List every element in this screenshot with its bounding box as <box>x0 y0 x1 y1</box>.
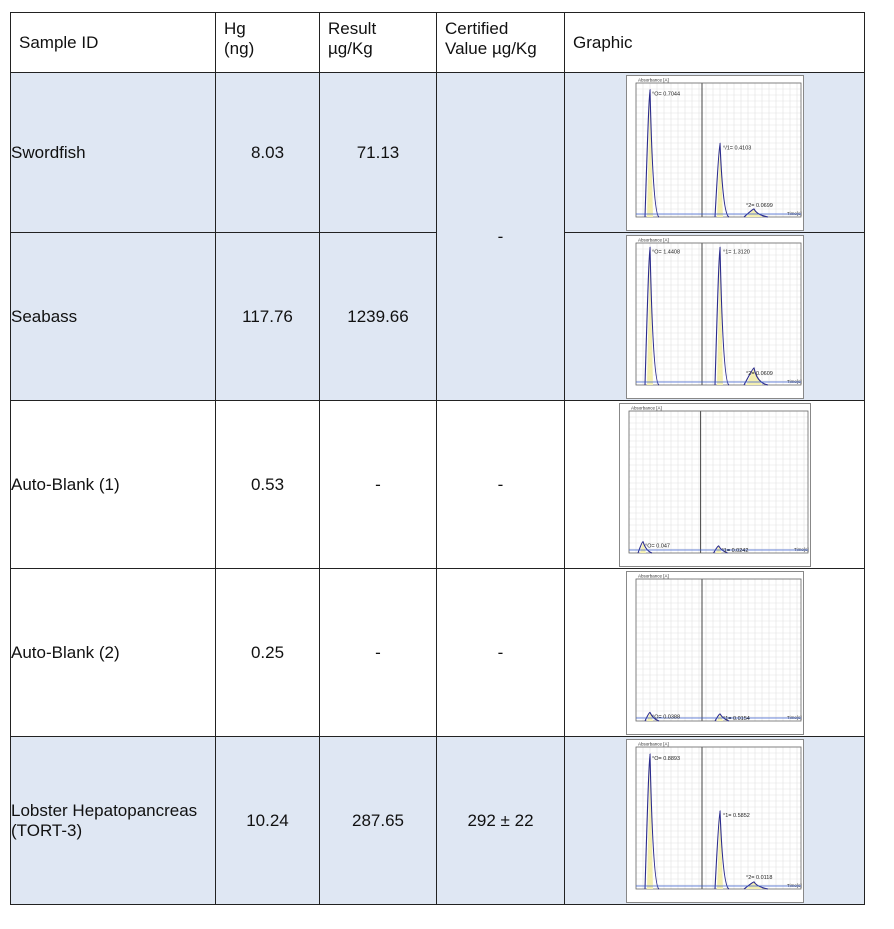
header-row <box>11 13 865 73</box>
header-result-line2: µg/Kg <box>328 39 373 58</box>
result-value: 1239.66 <box>320 233 437 401</box>
svg-text:°2= 0.0118: °2= 0.0118 <box>745 874 772 881</box>
result-value: 287.65 <box>320 737 437 905</box>
chromatogram-graphic <box>626 571 804 735</box>
hg-value: 117.76 <box>216 233 320 401</box>
svg-text:°1= 0.0154: °1= 0.0154 <box>722 715 750 722</box>
sample-name: Auto-Blank (2) <box>11 569 216 737</box>
svg-text:°O= 1.4408: °O= 1.4408 <box>651 248 680 255</box>
certified-value: 292 ± 22 <box>437 737 565 905</box>
graphic-cell <box>565 73 865 233</box>
table-row-auto-blank-2 <box>11 569 865 737</box>
chromatogram-graphic <box>626 75 804 231</box>
result-value: 71.13 <box>320 73 437 233</box>
header-graphic: Graphic <box>565 13 865 73</box>
sample-name <box>11 737 216 905</box>
graphic-cell <box>565 737 865 905</box>
hg-value: 0.25 <box>216 569 320 737</box>
svg-text:Time[s]: Time[s] <box>786 378 802 384</box>
svg-text:°1= 1.3120: °1= 1.3120 <box>722 248 750 255</box>
header-certified-line1: Certified <box>445 19 509 38</box>
graphic-cell <box>565 569 865 737</box>
certified-value: - <box>437 401 565 569</box>
svg-text:Absorbance [A]: Absorbance [A] <box>637 741 669 746</box>
svg-text:Absorbance [A]: Absorbance [A] <box>637 77 669 82</box>
svg-text:°O= 0.0388: °O= 0.0388 <box>651 713 680 720</box>
chromatogram-graphic <box>626 739 804 903</box>
svg-text:Time[s]: Time[s] <box>786 714 802 720</box>
chromatogram-graphic <box>619 403 811 567</box>
sample-name: Auto-Blank (1) <box>11 401 216 569</box>
svg-text:°1= 0.0242: °1= 0.0242 <box>721 547 748 554</box>
svg-text:Absorbance [A]: Absorbance [A] <box>630 405 662 410</box>
svg-text:°2= 0.0609: °2= 0.0609 <box>745 370 773 377</box>
header-hg-line1: Hg <box>224 19 246 38</box>
header-hg-line2: (ng) <box>224 39 255 58</box>
hg-value: 0.53 <box>216 401 320 569</box>
hg-value: 8.03 <box>216 73 320 233</box>
svg-text:°O= 0.047: °O= 0.047 <box>644 543 670 550</box>
svg-text:°1= 0.5852: °1= 0.5852 <box>722 812 750 819</box>
graphic-cell <box>565 401 865 569</box>
svg-text:Absorbance [A]: Absorbance [A] <box>637 573 669 578</box>
hg-value: 10.24 <box>216 737 320 905</box>
sample-name: Swordfish <box>11 73 216 233</box>
result-value: - <box>320 401 437 569</box>
certified-value: - <box>437 569 565 737</box>
result-value: - <box>320 569 437 737</box>
svg-text:Time[s]: Time[s] <box>793 546 809 552</box>
header-result <box>320 13 437 73</box>
chromatogram-graphic <box>626 235 804 399</box>
graphic-cell <box>565 233 865 401</box>
sample-name-line2: (TORT-3) <box>11 820 83 840</box>
certified-value: - <box>437 73 565 401</box>
svg-text:°O= 0.8893: °O= 0.8893 <box>651 755 680 762</box>
svg-text:Time[s]: Time[s] <box>786 210 802 216</box>
svg-text:°2= 0.0699: °2= 0.0699 <box>745 202 773 209</box>
table-row-lobster <box>11 737 865 905</box>
table-row-auto-blank-1 <box>11 401 865 569</box>
sample-name: Seabass <box>11 233 216 401</box>
svg-text:Absorbance [A]: Absorbance [A] <box>637 237 669 242</box>
svg-text:Time[s]: Time[s] <box>786 882 802 888</box>
header-sample-id: Sample ID <box>11 13 216 73</box>
svg-text:°/1= 0.4103: °/1= 0.4103 <box>722 144 751 151</box>
header-result-line1: Result <box>328 19 377 38</box>
header-certified-line2: Value µg/Kg <box>445 39 537 58</box>
results-table <box>10 12 865 905</box>
sample-name-line1: Lobster Hepatopancreas <box>11 800 198 820</box>
header-hg <box>216 13 320 73</box>
svg-text:°O= 0.7044: °O= 0.7044 <box>651 91 680 98</box>
header-certified <box>437 13 565 73</box>
table-row-swordfish <box>11 73 865 233</box>
